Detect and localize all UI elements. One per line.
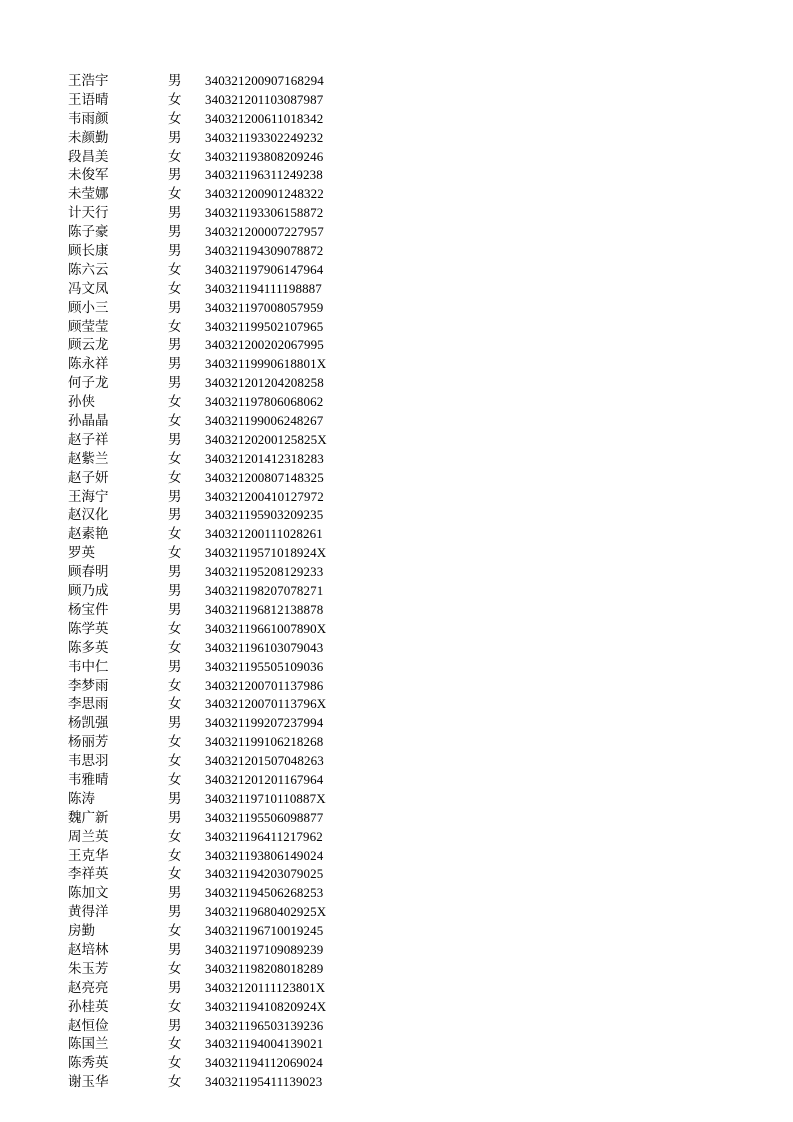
person-gender: 女 [168,847,182,864]
id-number: 340321193306158872 [205,205,324,221]
person-gender: 男 [168,224,182,241]
id-number: 340321199006248267 [205,413,324,429]
id-number: 340321196503139236 [205,1017,324,1033]
id-number: 340321194004139021 [205,1036,324,1052]
id-number: 340321194506268253 [205,885,324,901]
person-name: 顾莹莹 [68,318,109,335]
id-number: 340321201204208258 [205,375,324,391]
id-number: 34032119661007890X [205,620,327,636]
person-gender: 女 [168,148,182,165]
person-gender: 男 [168,299,182,316]
person-gender: 男 [168,790,182,807]
person-gender: 女 [168,280,182,297]
id-number: 340321199106218268 [205,734,324,750]
person-name: 王克华 [68,847,109,864]
id-number: 340321198207078271 [205,583,324,599]
table-row [68,148,368,167]
person-gender: 女 [168,620,182,637]
table-row [68,922,368,941]
person-name: 陈涛 [68,790,95,807]
table-row [68,204,368,223]
person-name: 杨宝件 [68,601,109,618]
person-name: 计天行 [68,205,109,222]
person-name: 孙侠 [68,394,95,411]
table-row [68,431,368,450]
person-gender: 女 [168,394,182,411]
person-name: 赵恒俭 [68,1017,109,1034]
id-number: 340321195505109036 [205,658,324,674]
person-gender: 男 [168,167,182,184]
table-row [68,903,368,922]
person-name: 孙桂英 [68,998,109,1015]
table-row [68,695,368,714]
id-number: 340321195506098877 [205,809,324,825]
person-gender: 男 [168,243,182,260]
person-gender: 男 [168,488,182,505]
table-row [68,714,368,733]
id-number: 340321193806149024 [205,847,324,863]
id-number: 340321201103087987 [205,91,324,107]
id-number: 340321200701137986 [205,677,324,693]
person-name: 李思雨 [68,696,109,713]
person-name: 韦思羽 [68,753,109,770]
person-name: 韦雅晴 [68,771,109,788]
id-number: 340321199207237994 [205,715,324,731]
id-number: 34032119710110887X [205,790,326,806]
table-row [68,525,368,544]
person-name: 赵紫兰 [68,450,109,467]
table-row [68,185,368,204]
person-name: 周兰英 [68,828,109,845]
table-row [68,884,368,903]
person-gender: 男 [168,73,182,89]
person-name: 赵子祥 [68,431,109,448]
person-gender: 女 [168,545,182,562]
id-number: 340321200111028261 [205,526,323,542]
table-row [68,91,368,110]
person-gender: 女 [168,261,182,278]
table-row [68,166,368,185]
person-gender: 男 [168,658,182,675]
person-name: 谢玉华 [68,1074,109,1091]
person-gender: 男 [168,979,182,996]
person-name: 罗英 [68,545,95,562]
id-number: 340321201201167964 [205,771,324,787]
id-number: 340321197906147964 [205,261,324,277]
person-gender: 男 [168,583,182,600]
person-gender: 男 [168,941,182,958]
table-row [68,771,368,790]
table-row [68,72,368,91]
person-gender: 女 [168,1036,182,1053]
table-row [68,677,368,696]
person-gender: 女 [168,771,182,788]
table-row [68,506,368,525]
id-number: 340321193808209246 [205,148,324,164]
table-row [68,865,368,884]
table-row [68,336,368,355]
id-number: 340321195903209235 [205,507,324,523]
table-row [68,847,368,866]
id-number: 340321196812138878 [205,601,324,617]
table-row [68,1073,368,1092]
person-name: 陈国兰 [68,1036,109,1053]
table-row [68,1017,368,1036]
person-name: 李梦雨 [68,677,109,694]
person-name: 冯文凤 [68,280,109,297]
person-gender: 男 [168,715,182,732]
person-gender: 女 [168,866,182,883]
person-name: 陈六云 [68,261,109,278]
person-name: 未莹娜 [68,186,109,203]
table-row [68,223,368,242]
person-name: 王语晴 [68,91,109,108]
id-number: 340321193302249232 [205,129,324,145]
person-gender: 男 [168,809,182,826]
table-row [68,828,368,847]
person-gender: 女 [168,960,182,977]
person-gender: 女 [168,186,182,203]
person-gender: 男 [168,337,182,354]
person-gender: 女 [168,1055,182,1072]
table-row [68,1054,368,1073]
table-row [68,658,368,677]
id-number: 340321196411217962 [205,828,323,844]
person-gender: 女 [168,639,182,656]
person-name: 赵亮亮 [68,979,109,996]
person-name: 段昌美 [68,148,109,165]
id-number: 34032120070113796X [205,696,327,712]
table-row [68,620,368,639]
person-name: 李祥英 [68,866,109,883]
table-row [68,1035,368,1054]
table-row [68,110,368,129]
person-gender: 男 [168,431,182,448]
table-row [68,941,368,960]
id-number: 340321200202067995 [205,337,324,353]
person-name: 王浩宇 [68,73,109,89]
person-gender: 男 [168,356,182,373]
person-gender: 女 [168,91,182,108]
table-row [68,469,368,488]
table-row [68,318,368,337]
person-gender: 女 [168,828,182,845]
id-number: 340321197008057959 [205,299,324,315]
table-row [68,601,368,620]
person-gender: 女 [168,696,182,713]
person-gender: 女 [168,413,182,430]
table-row [68,979,368,998]
person-gender: 女 [168,110,182,127]
id-number: 34032119680402925X [205,904,327,920]
person-gender: 男 [168,1017,182,1034]
table-row [68,752,368,771]
id-number: 340321194111198887 [205,280,322,296]
person-name: 韦中仁 [68,658,109,675]
person-name: 顾长康 [68,243,109,260]
person-gender: 男 [168,885,182,902]
person-gender: 男 [168,601,182,618]
person-name: 陈学英 [68,620,109,637]
person-name: 赵子妍 [68,469,109,486]
id-number: 34032119410820924X [205,998,327,1014]
table-row [68,563,368,582]
person-name: 陈多英 [68,639,109,656]
person-gender: 女 [168,450,182,467]
id-number: 340321197806068062 [205,394,324,410]
id-number: 34032119571018924X [205,545,327,561]
table-row [68,488,368,507]
person-name: 未颜勤 [68,129,109,146]
person-name: 顾春明 [68,564,109,581]
person-gender: 女 [168,923,182,940]
id-number: 340321198208018289 [205,960,324,976]
person-name: 陈加文 [68,885,109,902]
table-row [68,733,368,752]
id-number: 340321195208129233 [205,564,324,580]
person-name: 陈子豪 [68,224,109,241]
person-name: 黄得洋 [68,904,109,921]
person-name: 韦雨颜 [68,110,109,127]
id-number: 34032120200125825X [205,431,327,447]
person-name: 赵培林 [68,941,109,958]
roster-table [68,72,368,1092]
person-name: 未俊军 [68,167,109,184]
id-number: 340321200611018342 [205,110,324,126]
id-number: 340321194112069024 [205,1055,323,1071]
person-gender: 女 [168,526,182,543]
person-name: 顾小三 [68,299,109,316]
id-number: 340321200907168294 [205,73,324,88]
person-name: 孙晶晶 [68,413,109,430]
person-gender: 女 [168,318,182,335]
person-name: 陈永祥 [68,356,109,373]
id-number: 340321200901248322 [205,186,324,202]
person-gender: 女 [168,677,182,694]
table-row [68,299,368,318]
table-row [68,242,368,261]
person-name: 陈秀英 [68,1055,109,1072]
person-name: 杨凯强 [68,715,109,732]
table-row [68,355,368,374]
person-name: 何子龙 [68,375,109,392]
id-number: 34032119990618801X [205,356,327,372]
person-gender: 男 [168,564,182,581]
table-row [68,450,368,469]
id-number: 340321196311249238 [205,167,323,183]
id-number: 340321200007227957 [205,224,324,240]
table-row [68,582,368,601]
table-row [68,998,368,1017]
person-gender: 男 [168,507,182,524]
person-gender: 女 [168,1074,182,1091]
person-name: 赵汉化 [68,507,109,524]
person-gender: 男 [168,375,182,392]
table-row [68,280,368,299]
table-row [68,790,368,809]
id-number: 340321199502107965 [205,318,324,334]
id-number: 340321200807148325 [205,469,324,485]
person-name: 顾乃成 [68,583,109,600]
person-name: 魏广新 [68,809,109,826]
person-gender: 男 [168,205,182,222]
person-gender: 女 [168,734,182,751]
person-gender: 女 [168,469,182,486]
table-row [68,129,368,148]
id-number: 340321196710019245 [205,923,324,939]
table-row [68,374,368,393]
id-number: 340321201412318283 [205,450,324,466]
person-name: 顾云龙 [68,337,109,354]
table-row [68,412,368,431]
person-gender: 男 [168,904,182,921]
person-name: 朱玉芳 [68,960,109,977]
id-number: 340321200410127972 [205,488,324,504]
table-row [68,261,368,280]
person-gender: 女 [168,998,182,1015]
table-row [68,960,368,979]
id-number: 340321194309078872 [205,243,324,259]
table-row [68,544,368,563]
person-name: 杨丽芳 [68,734,109,751]
id-number: 340321201507048263 [205,753,324,769]
person-gender: 男 [168,129,182,146]
table-row [68,639,368,658]
id-number: 340321195411139023 [205,1074,323,1090]
id-number: 340321197109089239 [205,941,324,957]
id-number: 340321194203079025 [205,866,324,882]
id-number: 340321196103079043 [205,639,324,655]
person-name: 赵素艳 [68,526,109,543]
person-name: 王海宁 [68,488,109,505]
person-gender: 女 [168,753,182,770]
person-name: 房勤 [68,923,95,940]
id-number: 34032120111123801X [205,979,326,995]
table-row [68,393,368,412]
table-row [68,809,368,828]
